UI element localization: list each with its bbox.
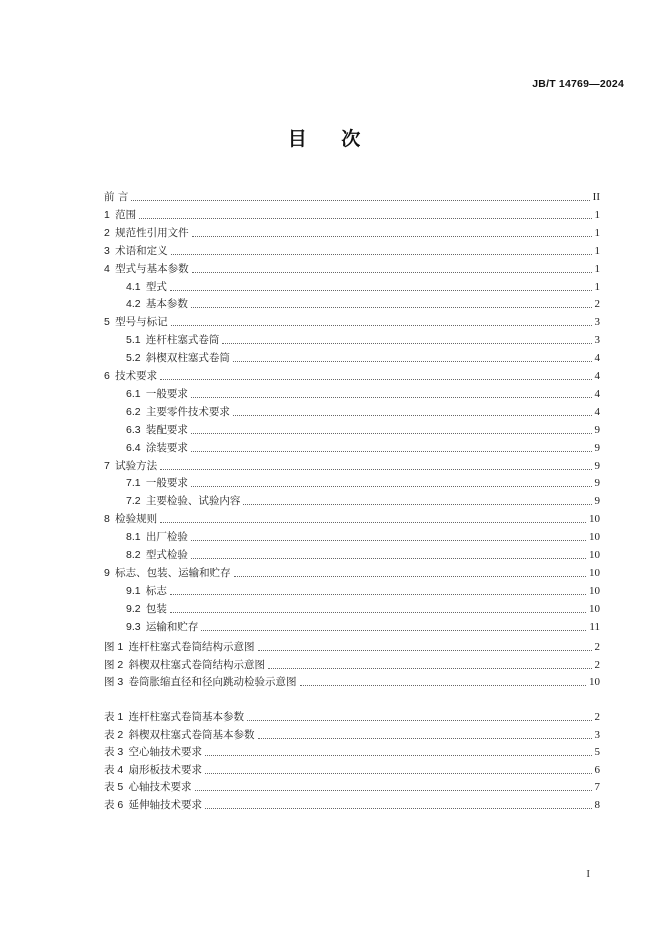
- toc-entry-text: 型式: [145, 280, 167, 293]
- toc-entry[interactable]: [104, 280, 600, 294]
- toc-entry-page: 2: [594, 658, 600, 671]
- toc-entry-label: [104, 244, 168, 258]
- toc-entry-page: 8: [594, 799, 600, 811]
- toc-entry-number: 7.1: [126, 477, 141, 490]
- toc-entry-page: 7: [594, 781, 600, 794]
- dot-leader: [234, 576, 586, 577]
- toc-entry-label: [104, 333, 219, 347]
- toc-entry-page: 9: [594, 441, 600, 454]
- toc-entry-page: 9: [594, 423, 600, 436]
- toc-entry-text: 空心轴技术要求: [128, 746, 203, 759]
- toc-entry-page: 5: [594, 746, 600, 759]
- toc-entry-number: 6.2: [126, 405, 141, 418]
- toc-entry-number: 8: [104, 513, 110, 526]
- toc-entry-label: [104, 476, 188, 490]
- toc-entry[interactable]: [104, 640, 600, 654]
- toc-entry-label: [104, 512, 157, 526]
- toc-entry[interactable]: [104, 512, 600, 526]
- toc-entry-page: 2: [594, 641, 600, 653]
- toc-entry-text: 扇形板技术要求: [128, 763, 203, 776]
- dot-leader: [160, 379, 591, 380]
- toc-entry-number: 图 3: [104, 676, 124, 688]
- toc-entry-text: 试验方法: [115, 459, 158, 472]
- toc-entry-page: 2: [594, 711, 600, 723]
- toc-entry-text: 型式检验: [145, 549, 188, 561]
- toc-entry[interactable]: [104, 602, 600, 616]
- toc-entry-label: [104, 351, 230, 365]
- toc-entry-label: [104, 423, 188, 437]
- toc-entry-number: 6.4: [126, 441, 141, 454]
- toc-entry-page: II: [592, 191, 600, 203]
- dot-leader: [170, 594, 586, 595]
- toc-entry[interactable]: [104, 333, 600, 347]
- dot-leader: [222, 343, 591, 344]
- toc-entry-page: 11: [589, 620, 600, 633]
- toc-entry[interactable]: [104, 548, 600, 562]
- dot-leader: [300, 685, 586, 686]
- dot-leader: [160, 469, 591, 470]
- dot-leader: [171, 325, 592, 326]
- toc-entry-number: 9.3: [126, 620, 141, 633]
- toc-entry-text: 出厂检验: [145, 531, 188, 544]
- toc-entry[interactable]: [104, 728, 600, 742]
- dot-leader: [243, 504, 591, 505]
- toc-entry[interactable]: [104, 369, 600, 383]
- dot-leader: [170, 612, 586, 613]
- toc-entry-label: [104, 798, 202, 812]
- toc-entry-number: 表 3: [104, 746, 124, 759]
- toc-entry-number: 8.1: [126, 531, 141, 544]
- toc-entry-text: 卷筒胀缩直径和径向跳动检验示意图: [128, 676, 297, 688]
- toc-entry-text: 型式与基本参数: [115, 262, 189, 275]
- toc-entry-label: [104, 262, 189, 276]
- toc-entry-label: [104, 675, 297, 689]
- toc-entry-text: 标志: [145, 584, 167, 597]
- toc-entry-text: 主要零件技术要求: [145, 405, 230, 418]
- toc-entry-page: 1: [594, 226, 600, 239]
- toc-entry[interactable]: [104, 798, 600, 812]
- toc-entry-label: [104, 280, 167, 294]
- toc-entry-label: [104, 602, 167, 616]
- page-title: 目 次: [287, 128, 375, 150]
- dot-leader: [195, 790, 592, 791]
- toc-entry-page: 4: [594, 370, 600, 382]
- dot-leader: [258, 650, 592, 651]
- toc-entry-page: 2: [594, 298, 600, 311]
- toc-entry-label: [104, 710, 244, 724]
- dot-leader: [233, 361, 592, 362]
- standard-code: JB/T 14769—2024: [532, 78, 624, 90]
- toc-entry-number: 7: [104, 459, 110, 472]
- toc-entry-label: [104, 745, 202, 759]
- toc-entry-number: 表 1: [104, 711, 124, 723]
- toc-entry-page: 10: [589, 584, 600, 597]
- dot-leader: [191, 540, 586, 541]
- toc-entry-page: 4: [594, 352, 600, 365]
- toc-entry[interactable]: [104, 710, 600, 724]
- toc-entry-text: 涂装要求: [145, 441, 188, 454]
- toc-entry-number: 5: [104, 316, 110, 329]
- toc-entry-label: [104, 315, 168, 329]
- toc-entry-number: 8.2: [126, 549, 141, 561]
- toc-entry[interactable]: [104, 745, 600, 759]
- toc-entry-text: 主要检验、试验内容: [145, 495, 241, 508]
- toc-entry[interactable]: [104, 405, 600, 419]
- toc-entry-number: 1: [104, 208, 110, 221]
- toc-entry-label: [104, 459, 157, 473]
- toc-entry-text: 基本参数: [145, 298, 188, 311]
- toc-entry-page: 4: [594, 405, 600, 418]
- dot-leader: [205, 755, 591, 756]
- toc-entry-text: 标志、包装、运输和贮存: [115, 566, 231, 579]
- toc-entry-page: 1: [594, 262, 600, 275]
- toc-entry-number: 图 2: [104, 658, 124, 671]
- dot-leader: [258, 738, 592, 739]
- toc-entry[interactable]: [104, 297, 600, 311]
- toc-entry[interactable]: [104, 675, 600, 689]
- toc-entry-page: 3: [594, 334, 600, 347]
- toc-entry-label: [104, 226, 189, 240]
- toc-entry-page: 3: [594, 316, 600, 329]
- toc-entry-text: 范围: [115, 208, 137, 221]
- toc-entry-label: [104, 658, 265, 672]
- toc-entry-page: 3: [594, 728, 600, 741]
- toc-entry-label: [104, 620, 198, 634]
- dot-leader: [160, 522, 586, 523]
- toc-entry-page: 4: [594, 387, 600, 400]
- toc-entry-page: 1: [594, 208, 600, 221]
- dot-leader: [139, 218, 591, 219]
- toc-entry-page: 10: [589, 513, 600, 526]
- toc-entry-label: [104, 297, 188, 311]
- dot-leader: [191, 451, 592, 452]
- toc-entry-label: [104, 387, 188, 401]
- toc-entry-number: 6.3: [126, 423, 141, 436]
- toc-entry[interactable]: [104, 315, 600, 329]
- toc-entry-number: 7.2: [126, 495, 141, 508]
- dot-leader: [205, 773, 591, 774]
- toc-entry-label: [104, 548, 188, 562]
- toc-entry-text: 一般要求: [145, 477, 188, 490]
- toc-entry-number: 表 4: [104, 763, 124, 776]
- toc-entry[interactable]: [104, 208, 600, 222]
- toc-entry[interactable]: [104, 763, 600, 777]
- toc-entry-number: 表 5: [104, 781, 124, 794]
- toc-entry-text: 心轴技术要求: [128, 781, 192, 794]
- toc-entry-number: 表 2: [104, 728, 124, 741]
- toc-entry-number: 5.2: [126, 352, 141, 365]
- dot-leader: [201, 630, 586, 631]
- dot-leader: [205, 808, 591, 809]
- toc-entry-number: 5.1: [126, 334, 141, 347]
- toc-entry[interactable]: [104, 387, 600, 401]
- toc-entry-page: 1: [594, 244, 600, 257]
- toc-entry[interactable]: [104, 262, 600, 276]
- toc-entry-page: 1: [594, 280, 600, 293]
- toc-entry-text: 包装: [145, 602, 167, 615]
- dot-leader: [191, 307, 592, 308]
- toc-entry-text: 斜楔双柱塞式卷筒结构示意图: [128, 658, 266, 671]
- toc-entry[interactable]: [104, 244, 600, 258]
- toc-entry-number: 4: [104, 262, 110, 275]
- dot-leader: [171, 254, 592, 255]
- dot-leader: [268, 668, 591, 669]
- toc-entry-label: [104, 640, 255, 654]
- toc-entry-text: 检验规则: [115, 513, 158, 526]
- toc-entry-number: 3: [104, 244, 110, 257]
- toc-entry-page: 10: [589, 602, 600, 615]
- toc-entry[interactable]: [104, 423, 600, 437]
- toc-entry-page: 10: [589, 566, 600, 579]
- toc-entry-number: 2: [104, 226, 110, 239]
- toc-entry-number: 6: [104, 370, 110, 382]
- toc-entry-text: 一般要求: [145, 387, 188, 400]
- toc-entry-text: 连杆柱塞式卷筒: [145, 334, 220, 347]
- toc-entry-label: [104, 584, 167, 598]
- dot-leader: [247, 720, 591, 721]
- toc-entry-page: 10: [589, 531, 600, 544]
- toc-entry-text: 连杆柱塞式卷筒结构示意图: [128, 641, 255, 653]
- toc-entry-label: [104, 763, 202, 777]
- toc-entry[interactable]: [104, 658, 600, 672]
- toc-entry-number: 表 6: [104, 799, 124, 811]
- toc-entry[interactable]: [104, 494, 600, 508]
- toc-entry-label: [104, 494, 240, 508]
- toc-entry-label: [104, 566, 231, 580]
- toc-entry-number: 4.1: [126, 280, 141, 293]
- toc-entry[interactable]: [104, 441, 600, 455]
- toc-entry-page: 9: [594, 495, 600, 508]
- toc-entry-text: 连杆柱塞式卷筒基本参数: [128, 711, 245, 723]
- toc-entry[interactable]: [104, 351, 600, 365]
- toc-entry-text: 规范性引用文件: [115, 226, 189, 239]
- toc-entry-text: 型号与标记: [115, 316, 168, 329]
- toc-entry-number: 9.1: [126, 584, 141, 597]
- dot-leader: [170, 290, 592, 291]
- toc-entry-page: 9: [594, 459, 600, 472]
- footer-page-number: I: [586, 868, 590, 880]
- dot-leader: [191, 486, 592, 487]
- toc-entry-page: 10: [589, 676, 600, 688]
- toc-entry-number: 图 1: [104, 641, 124, 653]
- toc-entry[interactable]: [104, 476, 600, 490]
- toc-entry[interactable]: [104, 620, 600, 634]
- dot-leader: [131, 200, 589, 201]
- toc-entry-text: 斜楔双柱塞式卷筒基本参数: [128, 728, 255, 741]
- toc-entry-label: [104, 530, 188, 544]
- toc-entry-text: 延伸轴技术要求: [128, 799, 203, 811]
- toc-entry-page: 6: [594, 763, 600, 776]
- toc-entry-number: 9.2: [126, 602, 141, 615]
- toc-entry-number: 4.2: [126, 298, 141, 311]
- toc-entry[interactable]: [104, 584, 600, 598]
- toc-entry-page: 9: [594, 477, 600, 490]
- toc-entry-number: 9: [104, 566, 110, 579]
- toc-entry-text: 装配要求: [145, 423, 188, 436]
- toc-entry[interactable]: [104, 566, 600, 580]
- toc-entry-text: 斜楔双柱塞式卷筒: [145, 352, 230, 365]
- toc-entry[interactable]: [104, 459, 600, 473]
- toc-entry-page: 10: [589, 549, 600, 561]
- toc-entry-text: 技术要求: [115, 370, 158, 382]
- dot-leader: [192, 272, 592, 273]
- toc-entry-label: [104, 405, 230, 419]
- toc-entry-label: [104, 208, 136, 222]
- toc-entry[interactable]: [104, 780, 600, 794]
- toc-entry-label: [104, 441, 188, 455]
- dot-leader: [191, 558, 586, 559]
- dot-leader: [191, 433, 592, 434]
- toc-entry-label: [104, 190, 128, 204]
- toc-entry-label: [104, 780, 192, 794]
- dot-leader: [233, 415, 592, 416]
- toc-entry[interactable]: [104, 226, 600, 240]
- toc-entry-label: [104, 369, 157, 383]
- toc-entry-label: [104, 728, 255, 742]
- dot-leader: [191, 397, 592, 398]
- toc-entry-text: 运输和贮存: [145, 620, 199, 633]
- toc-entry[interactable]: [104, 190, 600, 204]
- toc-entry-number: 6.1: [126, 387, 141, 400]
- toc-entry[interactable]: [104, 530, 600, 544]
- dot-leader: [192, 236, 592, 237]
- toc-entry-text: 前 言: [104, 191, 129, 203]
- toc-entry-text: 术语和定义: [115, 244, 168, 257]
